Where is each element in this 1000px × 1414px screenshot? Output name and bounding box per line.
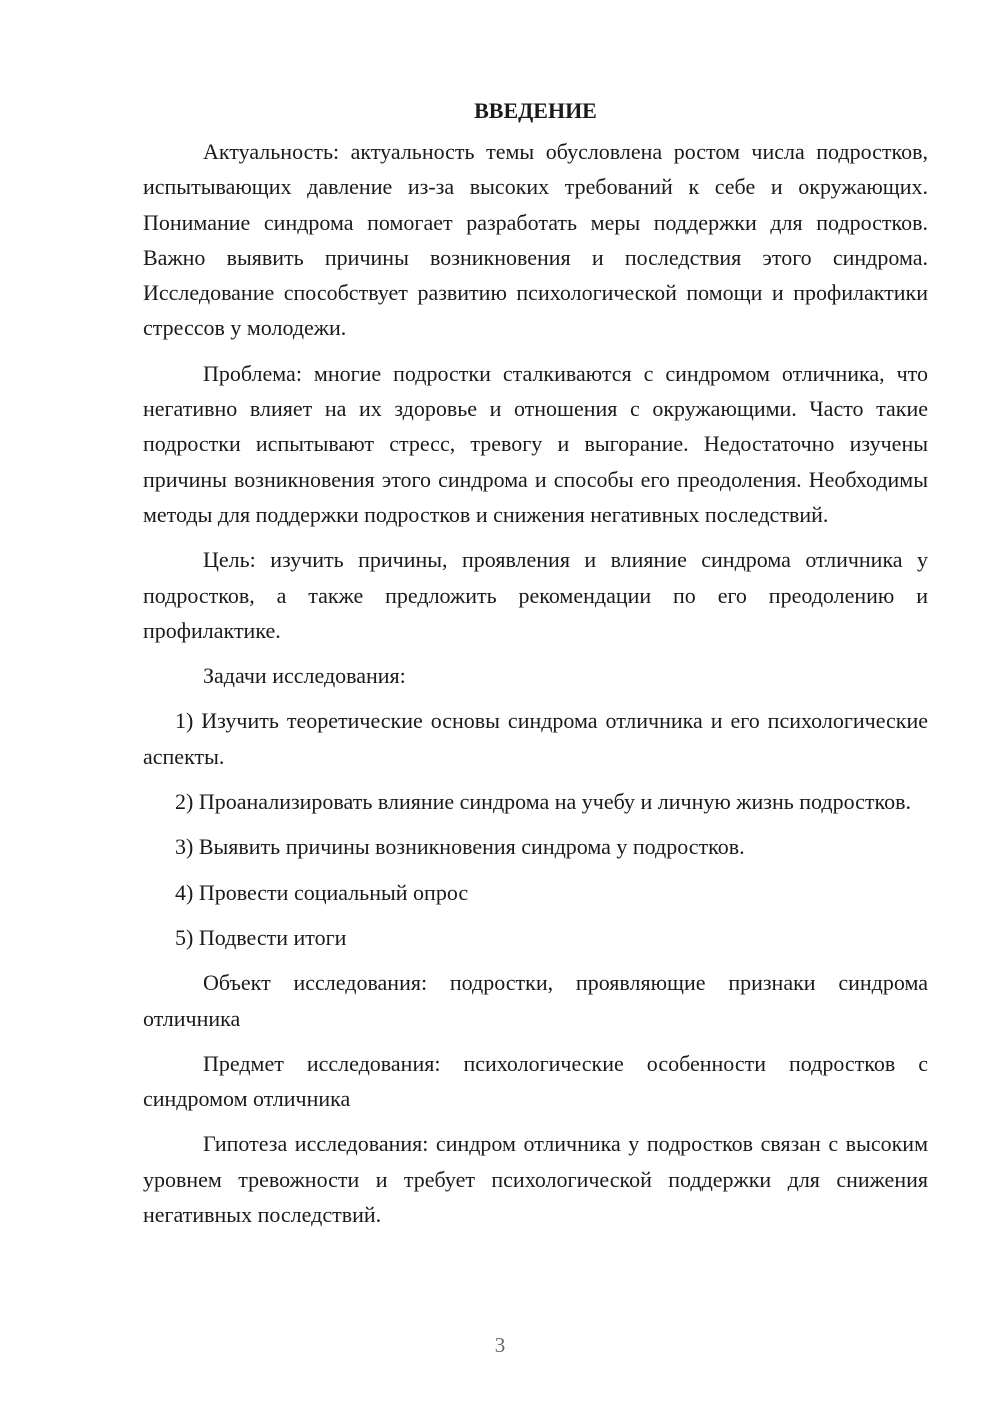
page-number: 3 — [494, 1333, 506, 1357]
task-item: 4) Провести социальный опрос — [175, 879, 469, 905]
task-item: 1) Изучить теоретические основы синдрома отличника и его психологические аспекты. — [143, 708, 928, 769]
task-item: 2) Проанализировать влияние синдрома на учебу и личную жизнь подростков. — [175, 789, 911, 815]
document-page — [143, 88, 928, 1242]
paragraph-goal: Цель: изучить причины, проявления и влияние синдрома отличника у подростков, а также предложить рекомендации по его преодолению и профилактике. — [143, 547, 928, 643]
task-item: 3) Выявить причины возникновения синдрома у подростков. — [175, 834, 745, 860]
paragraph-relevance: Актуальность: актуальность темы обусловлена ростом числа подростков, испытывающих давление из-за высоких требований к себе и окружающих. Понимание синдрома помогает разработать меры поддержки для подростков. Важно выявить причины возникновения и последствия этого синдрома. Исследование способствует развитию психологической помощи и профилактики стрессов у молодежи. — [143, 139, 928, 341]
paragraph-problem: Проблема: многие подростки сталкиваются с синдромом отличника, что негативно влияет на их здоровье и отношения с окружающими. Часто такие подростки испытывают стресс, тревогу и выгорание. Недостаточно изучены причины возникновения этого синдрома и способы его преодоления. Необходимы методы для поддержки подростков и снижения негативных последствий. — [143, 360, 928, 527]
paragraph-object: Объект исследования: подростки, проявляющие признаки синдрома отличника — [143, 970, 928, 1031]
task-item: 5) Подвести итоги — [175, 924, 347, 950]
paragraph-subject: Предмет исследования: психологические особенности подростков с синдромом отличника — [143, 1050, 928, 1112]
section-title: ВВЕДЕНИЕ — [474, 98, 597, 123]
paragraph-hypothesis: Гипотеза исследования: синдром отличника у подростков связан с высоким уровнем тревожности и требует психологической поддержки для снижения негативных последствий. — [143, 1131, 928, 1228]
tasks-heading: Задачи исследования: — [203, 663, 406, 689]
